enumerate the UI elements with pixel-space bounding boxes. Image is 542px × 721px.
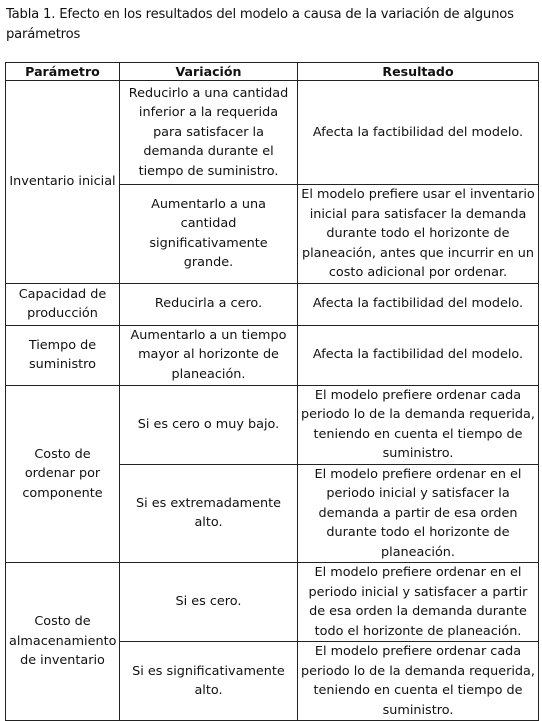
header-parameter: Parámetro [6,63,120,81]
parameter-cell-costo-de-almacenamiento: Costo de almacenamiento de inventario [6,563,120,721]
table-caption: Tabla 1. Efecto en los resultados del modelo a causa de la variación de algunos parámetros [6,7,514,42]
result-cell: Afecta la factibilidad del modelo. [298,283,539,325]
table-row [6,283,539,325]
header-variation: Variación [120,63,298,81]
table-header-row [6,63,539,81]
variation-cell: Aumentarlo a una cantidad significativamente grande. [120,185,298,284]
table-row [6,385,539,464]
result-cell: El modelo prefiere usar el inventario inicial para satisfacer la demanda durante todo el horizonte de planeación, antes que incurrir en un costo adicional por ordenar. [298,185,539,284]
variation-cell: Si es cero o muy bajo. [120,385,298,464]
parameter-cell-capacidad-de-produccion: Capacidad de producción [6,283,120,325]
variation-cell: Reducirlo a una cantidad inferior a la requerida para satisfacer la demanda durante el tiempo de suministro. [120,81,298,185]
parameter-cell-inventario-inicial: Inventario inicial [6,81,120,284]
table-row [6,563,539,642]
result-cell: Afecta la factibilidad del modelo. [298,81,539,185]
result-cell: El modelo prefiere ordenar en el periodo inicial y satisfacer la demanda a partir de esa orden durante todo el horizonte de planeación. [298,464,539,563]
variation-cell: Si es cero. [120,563,298,642]
effects-table [5,62,539,721]
variation-cell: Aumentarlo a un tiempo mayor al horizonte de planeación. [120,325,298,385]
result-cell: El modelo prefiere ordenar en el periodo inicial y satisfacer a partir de esa orden la demanda durante todo el horizonte de planeación. [298,563,539,642]
table-row [6,81,539,185]
table-row [6,325,539,385]
variation-cell: Si es extremadamente alto. [120,464,298,563]
variation-cell: Reducirla a cero. [120,283,298,325]
variation-cell: Si es significativamente alto. [120,642,298,721]
result-cell: El modelo prefiere ordenar cada periodo lo de la demanda requerida, teniendo en cuenta el tiempo de suministro. [298,385,539,464]
result-cell: Afecta la factibilidad del modelo. [298,325,539,385]
result-cell: El modelo prefiere ordenar cada periodo lo de la demanda requerida, teniendo en cuenta el tiempo de suministro. [298,642,539,721]
parameter-cell-costo-de-ordenar: Costo de ordenar por componente [6,385,120,563]
header-result: Resultado [298,63,539,81]
parameter-cell-tiempo-de-suministro: Tiempo de suministro [6,325,120,385]
